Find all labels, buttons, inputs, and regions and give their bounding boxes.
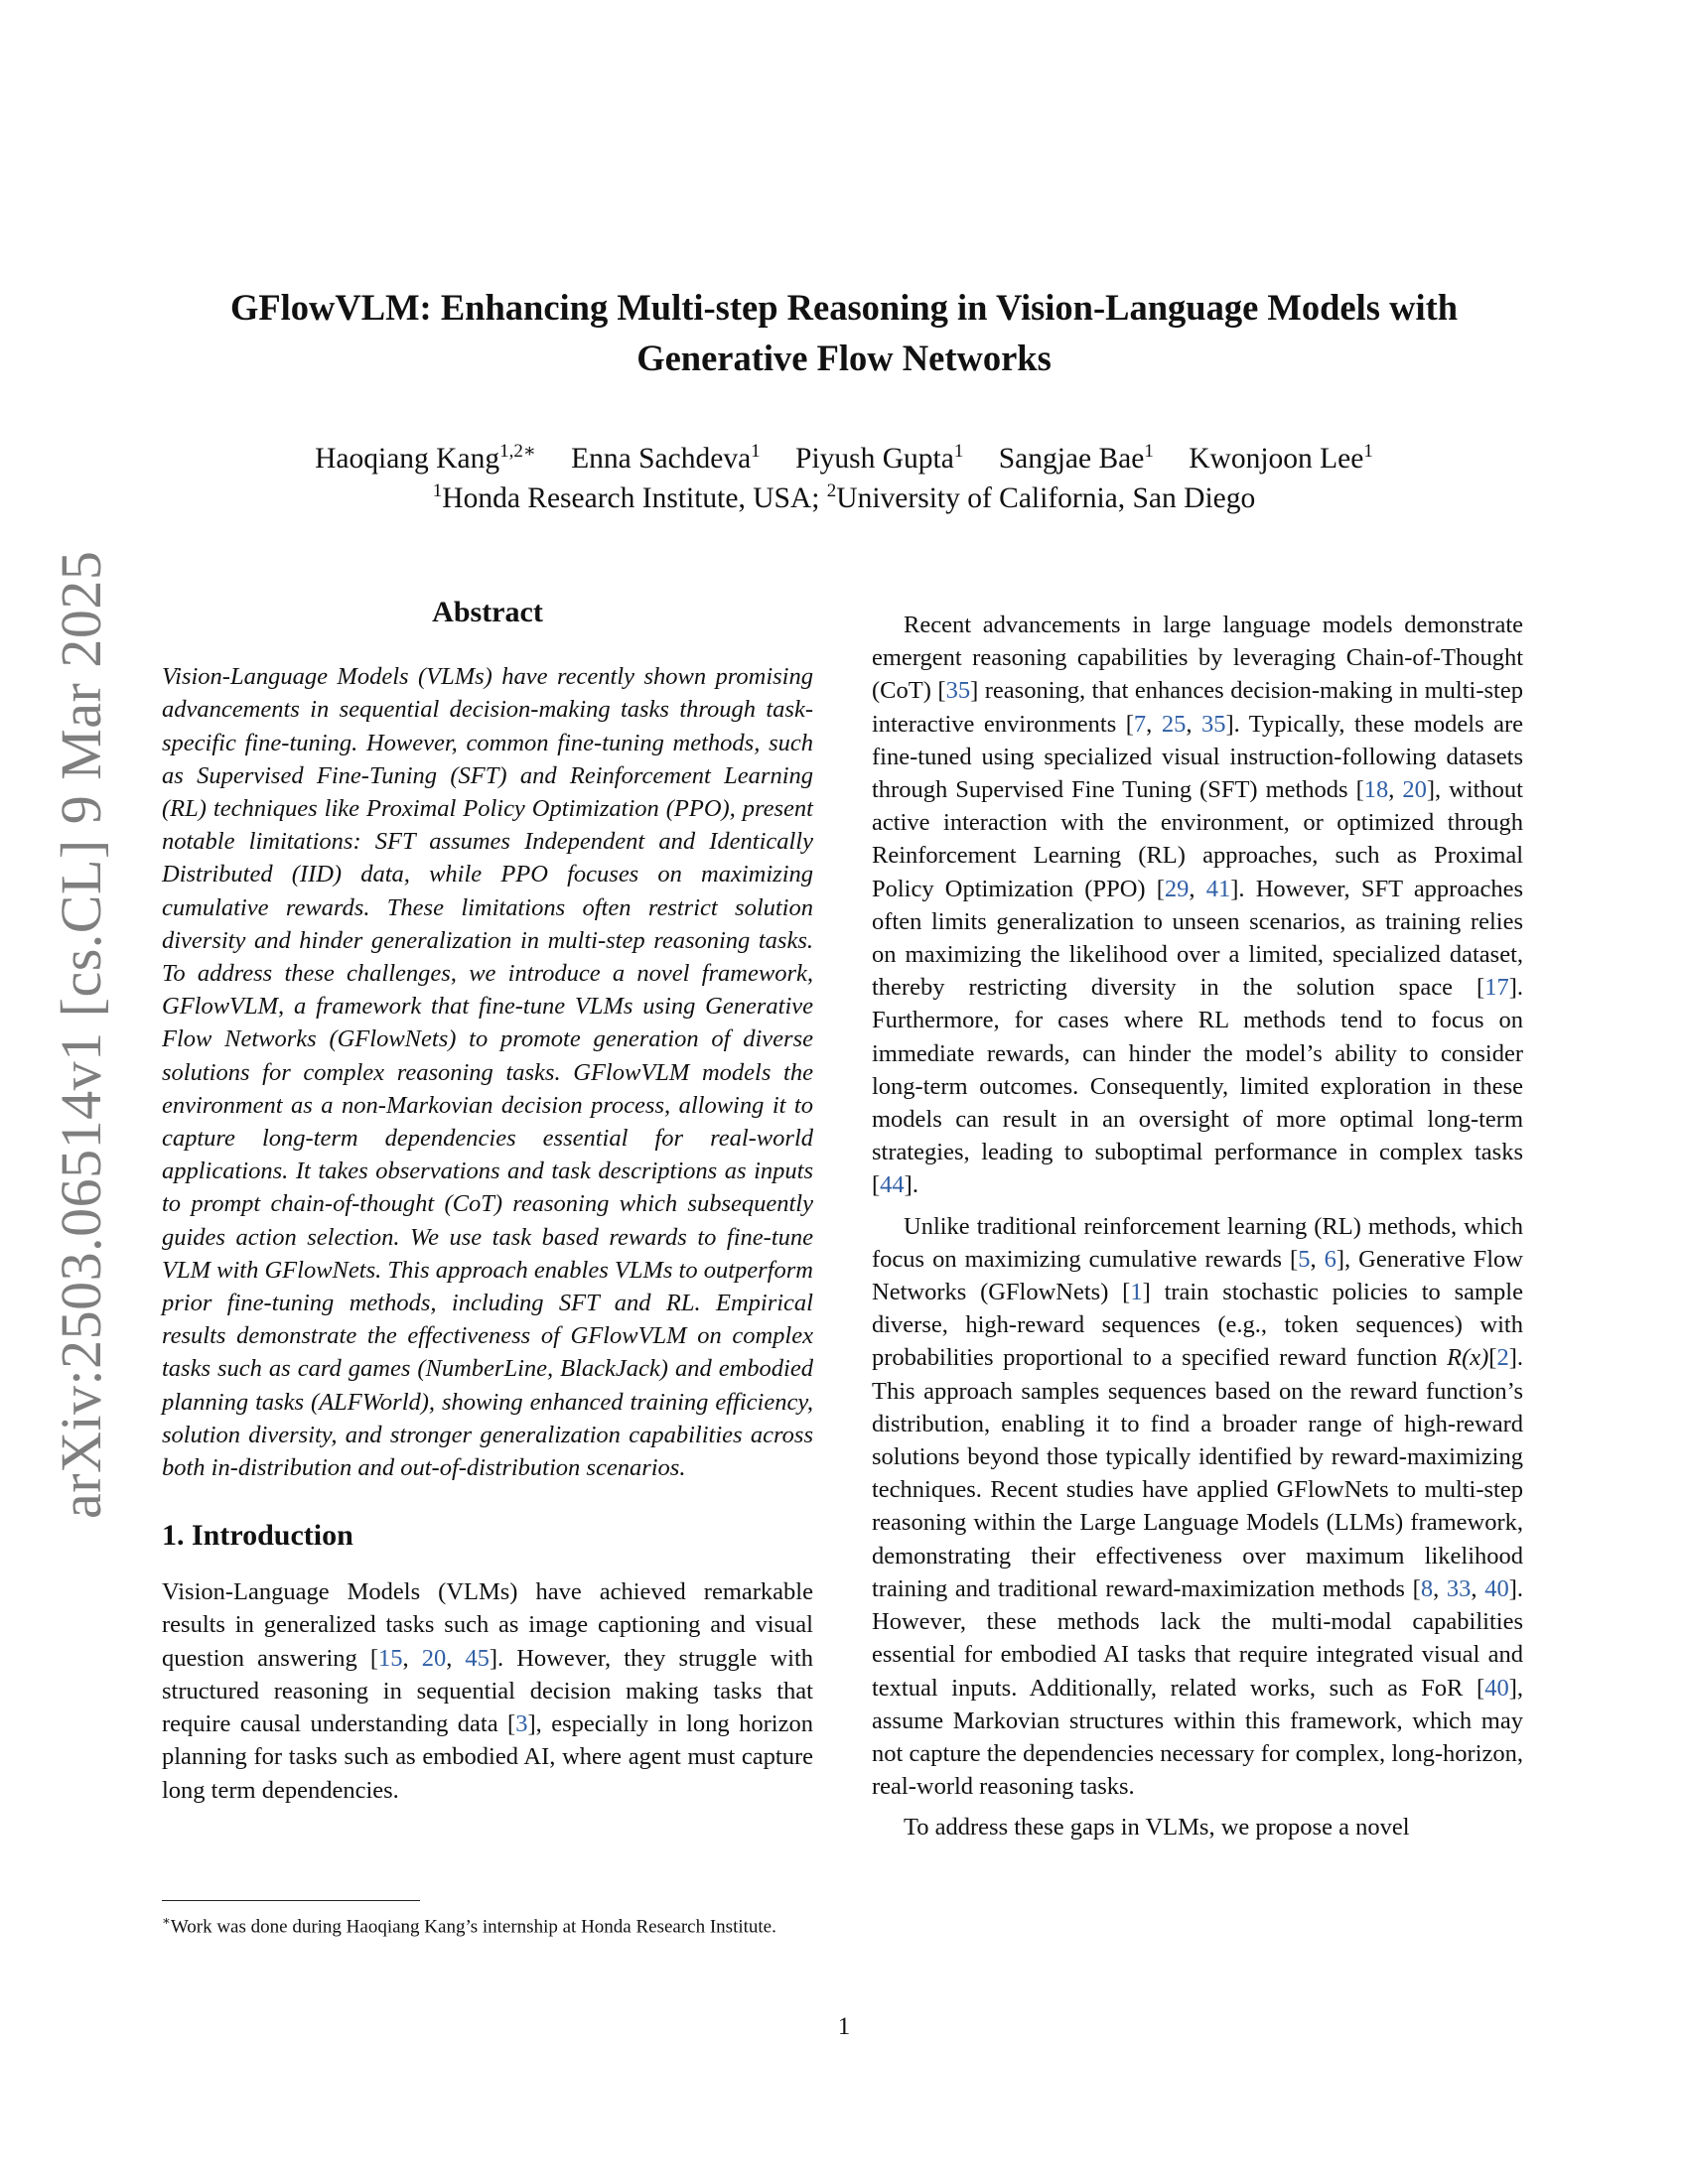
paragraph-text: Unlike traditional reinforcement learning (RL) methods, which focus on maximizing cumulative rewards [ — [872, 1212, 1523, 1273]
citation-link[interactable]: 45 — [465, 1644, 490, 1672]
citation-link[interactable]: 33 — [1446, 1574, 1472, 1602]
citation-link[interactable]: 40 — [1484, 1674, 1509, 1702]
intro-paragraph-1 — [162, 1575, 813, 1806]
citation-link[interactable]: 6 — [1324, 1245, 1336, 1273]
citation-link[interactable]: 35 — [945, 677, 971, 705]
citation-link[interactable]: 44 — [880, 1171, 905, 1199]
citation-link[interactable]: 15 — [378, 1644, 403, 1672]
footnote: ∗Work was done during Haoqiang Kang’s internship at Honda Research Institute. — [162, 1913, 776, 1938]
citation-link[interactable]: 2 — [1496, 1344, 1509, 1372]
citation-link[interactable]: 7 — [1133, 710, 1147, 738]
citation-link[interactable]: 41 — [1205, 875, 1231, 902]
paragraph-text: , — [1186, 710, 1201, 738]
math-expression: R(x) — [1447, 1344, 1489, 1372]
author-list — [159, 439, 1529, 478]
footnote-rule — [162, 1900, 420, 1901]
citation-link[interactable]: 25 — [1161, 710, 1187, 738]
citation-link[interactable]: 35 — [1200, 710, 1226, 738]
paragraph-text: , — [402, 1644, 422, 1672]
page-number: 1 — [837, 2013, 851, 2040]
intro-paragraph-3 — [872, 1210, 1523, 1804]
right-column — [872, 601, 1523, 1844]
left-column — [162, 596, 813, 1807]
abstract-text: Vision-Language Models (VLMs) have recently shown promising advancements in sequential decision-making tasks through task-specific fine-tuning. However, common fine-tuning methods, such as Supervised Fine-Tuning (SFT) and Reinforcement Learning (RL) techniques like Proximal Policy Optimization (PPO), present notable limitations: SFT assumes Independent and Identically Distributed (IID) data, while PPO focuses on maximizing cumulative rewards. These limitations often restrict solution diversity and hinder generalization in multi-step reasoning tasks. To address these challenges, we introduce a novel framework, GFlowVLM, a framework that fine-tune VLMs using Generative Flow Networks (GFlowNets) to promote generation of diverse solutions for complex reasoning tasks. GFlowVLM models the environment as a non-Markovian decision process, allowing it to capture long-term dependencies essential for real-world applications. It takes observations and task descriptions as inputs to prompt chain-of-thought (CoT) reasoning which subsequently guides action selection. We use task based rewards to fine-tune VLM with GFlowNets. This approach enables VLMs to outperform prior fine-tuning methods, including SFT and RL. Empirical results demonstrate the effectiveness of GFlowVLM on complex tasks such as card games (NumberLine, BlackJack) and embodied planning tasks (ALFWorld), showing enhanced training efficiency, solution diversity, and stronger generalization capabilities across both in-distribution and out-of-distribution scenarios. — [162, 663, 813, 1482]
author-3: Piyush Gupta$^1$ — [795, 441, 964, 475]
author-2: Enna Sachdeva$^1$ — [571, 441, 761, 475]
paragraph-text: ]. However, SFT approaches often limits generalization to unseen scenarios, as training relies on maximizing the likelihood over a limited, specialized dataset, thereby restricting diversity in the solution space [ — [872, 875, 1524, 1002]
paragraph-text: ], Generative Flow Networks (GFlowNets) [ — [872, 1245, 1524, 1306]
citation-link[interactable]: 3 — [515, 1710, 528, 1738]
paragraph-text: , — [1189, 875, 1206, 902]
paragraph-text: ] train stochastic policies to sample diverse, high-reward sequences (e.g., token sequences) with probabilities proportional to a specified reward function — [872, 1279, 1523, 1372]
paragraph-text: , — [1146, 710, 1162, 738]
author-5: Kwonjoon Lee$^1$ — [1189, 441, 1373, 475]
paragraph-text: Vision-Language Models (VLMs) have achieved remarkable results in generalized tasks such as image captioning and visual question answering [ — [162, 1578, 813, 1672]
title-line-2: Generative Flow Networks — [636, 338, 1052, 378]
abstract-heading: Abstract — [432, 596, 543, 628]
paragraph-text: , — [1433, 1574, 1447, 1602]
citation-link[interactable]: 29 — [1164, 875, 1190, 902]
paragraph-text: ]. However, they struggle with structured reasoning in sequential decision making tasks that require causal understanding data [ — [162, 1644, 814, 1738]
citation-link[interactable]: 1 — [1130, 1279, 1143, 1306]
introduction-heading: 1. Introduction — [162, 1519, 353, 1553]
paragraph-text: ]. Furthermore, for cases where RL methods tend to focus on immediate rewards, can hinder the model’s ability to consider long-term outcomes. Consequently, limited exploration in these models can result in an oversight of more optimal long-term strategies, leading to suboptimal performance in complex tasks [ — [872, 974, 1523, 1199]
citation-link[interactable]: 20 — [1402, 776, 1427, 804]
paragraph-text: Recent advancements in large language models demonstrate emergent reasoning capabilities by leveraging Chain-of-Thought (CoT) [ — [872, 612, 1523, 705]
citation-link[interactable]: 18 — [1363, 776, 1389, 804]
intro-paragraph-4: To address these gaps in VLMs, we propose a novel — [904, 1814, 1410, 1842]
arxiv-watermark: arXiv:2503.06514v1 [cs.CL] 9 Mar 2025 — [49, 550, 113, 1519]
paragraph-text: , — [1388, 776, 1403, 804]
citation-link[interactable]: 8 — [1420, 1574, 1434, 1602]
affiliations: $^1$Honda Research Institute, USA; $^2$University of California, San Diego — [432, 480, 1256, 514]
author-4: Sangjae Bae$^1$ — [998, 441, 1154, 475]
paragraph-text: , — [446, 1644, 466, 1672]
paragraph-text: ]. — [904, 1171, 918, 1199]
citation-link[interactable]: 5 — [1298, 1245, 1311, 1273]
paragraph-text: ], without active interaction with the environment, or optimized through Reinforcement Learning (RL) approaches, such as Proximal Policy Optimization (PPO) [ — [872, 776, 1523, 902]
citation-link[interactable]: 20 — [421, 1644, 447, 1672]
author-1: Haoqiang Kang$^{1,2∗}$ — [315, 441, 536, 475]
paragraph-text: , — [1471, 1574, 1485, 1602]
citation-link[interactable]: 17 — [1484, 974, 1509, 1002]
paragraph-text: ], assume Markovian structures within this framework, which may not capture the dependencies necessary for complex, long-horizon, real-world reasoning tasks. — [872, 1674, 1523, 1801]
intro-paragraph-2 — [872, 609, 1523, 1202]
paragraph-text: , — [1310, 1245, 1325, 1273]
paragraph-text: [ — [1488, 1344, 1497, 1372]
paragraph-text: ], especially in long horizon planning for tasks such as embodied AI, where agent must capture long term dependencies. — [162, 1710, 813, 1804]
paragraph-text: ]. Typically, these models are fine-tuned using specialized visual instruction-following datasets through Supervised Fine Tuning (SFT) methods [ — [872, 710, 1524, 804]
paragraph-text: ]. This approach samples sequences based on the reward function’s distribution, enabling it to find a broader range of high-reward solutions beyond those typically identified by reward-maximizing techniques. Recent studies have applied GFlowNets to multi-step reasoning within the Large Language Models (LLMs) framework, demonstrating their effectiveness over maximum likelihood training and traditional reward-maximization methods [ — [872, 1344, 1523, 1602]
citation-link[interactable]: 40 — [1484, 1574, 1509, 1602]
paragraph-text: ] reasoning, that enhances decision-making in multi-step interactive environments [ — [872, 677, 1523, 738]
title-line-1: GFlowVLM: Enhancing Multi-step Reasoning in Vision-Language Models with — [229, 287, 1459, 328]
author-block — [159, 439, 1529, 518]
paragraph-text: ]. However, these methods lack the multi-modal capabilities essential for embodied AI tasks that require integrated visual and textual inputs. Additionally, related works, such as FoR [ — [872, 1574, 1524, 1702]
paper-title — [159, 282, 1529, 383]
